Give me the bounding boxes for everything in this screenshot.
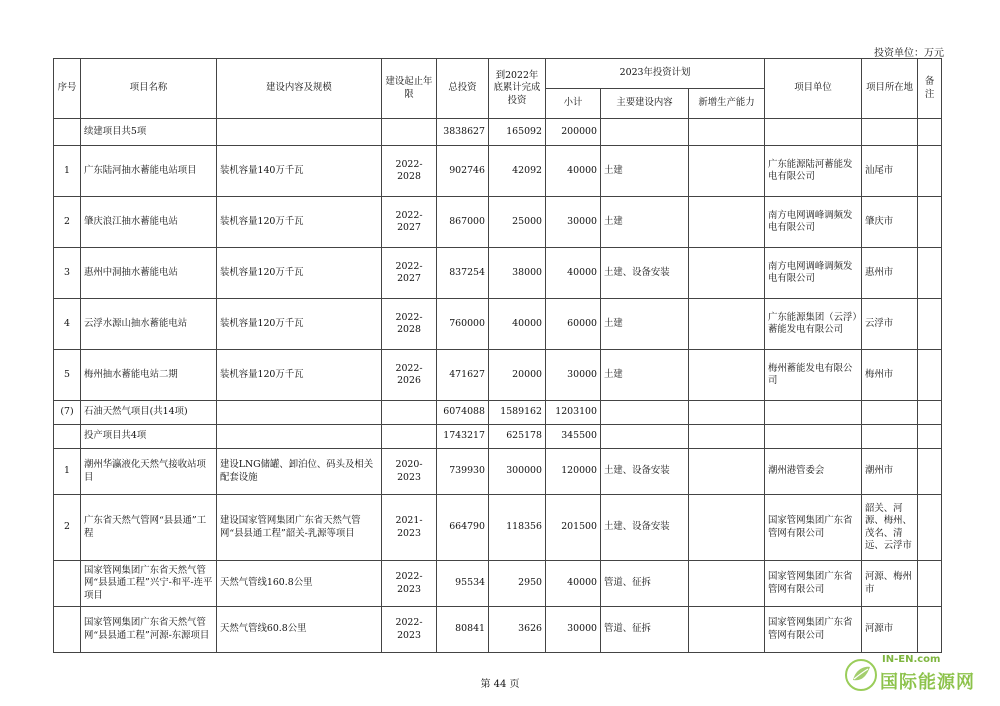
cell-seq: 1 <box>54 449 81 495</box>
cell-remark <box>918 350 942 401</box>
page-number: 第 44 页 <box>480 679 520 690</box>
cell-total: 6074088 <box>437 401 489 425</box>
cell-total: 739930 <box>437 449 489 495</box>
cell-cumulative: 625178 <box>489 425 546 449</box>
cell-location: 汕尾市 <box>862 146 918 197</box>
cell-period: 2022-2026 <box>382 350 437 401</box>
cell-location <box>862 425 918 449</box>
header-period: 建设起止年限 <box>382 59 437 119</box>
header-subtotal: 小计 <box>546 89 601 119</box>
cell-total: 902746 <box>437 146 489 197</box>
cell-cumulative: 20000 <box>489 350 546 401</box>
cell-location: 肇庆市 <box>862 197 918 248</box>
cell-seq: 2 <box>54 495 81 561</box>
cell-main-content <box>601 401 689 425</box>
cell-name: 投产项目共4项 <box>81 425 217 449</box>
table-row <box>54 119 942 146</box>
cell-location: 云浮市 <box>862 299 918 350</box>
cell-content: 天然气管线160.8公里 <box>217 561 382 607</box>
header-remark: 备注 <box>918 59 942 119</box>
cell-seq: 5 <box>54 350 81 401</box>
cell-cumulative: 3626 <box>489 607 546 653</box>
cell-new-capacity <box>689 401 765 425</box>
cell-cumulative: 165092 <box>489 119 546 146</box>
cell-cumulative: 300000 <box>489 449 546 495</box>
cell-unit: 南方电网调峰调频发电有限公司 <box>765 248 862 299</box>
header-new-capacity: 新增生产能力 <box>689 89 765 119</box>
cell-location: 河源、梅州市 <box>862 561 918 607</box>
cell-remark <box>918 495 942 561</box>
table-row <box>54 449 942 495</box>
cell-remark <box>918 607 942 653</box>
cell-remark <box>918 197 942 248</box>
cell-total: 1743217 <box>437 425 489 449</box>
cell-cumulative: 38000 <box>489 248 546 299</box>
cell-period: 2020-2023 <box>382 449 437 495</box>
cell-cumulative: 25000 <box>489 197 546 248</box>
cell-main-content: 管道、征拆 <box>601 607 689 653</box>
cell-location: 惠州市 <box>862 248 918 299</box>
cell-remark <box>918 146 942 197</box>
cell-name: 国家管网集团广东省天然气管网“县县通工程”兴宁-和平-连平项目 <box>81 561 217 607</box>
cell-subtotal: 40000 <box>546 146 601 197</box>
table-row <box>54 146 942 197</box>
header-main-content: 主要建设内容 <box>601 89 689 119</box>
cell-seq: 1 <box>54 146 81 197</box>
cell-location: 梅州市 <box>862 350 918 401</box>
cell-content <box>217 425 382 449</box>
header-location: 项目所在地 <box>862 59 918 119</box>
cell-subtotal: 201500 <box>546 495 601 561</box>
cell-subtotal: 60000 <box>546 299 601 350</box>
cell-main-content: 土建 <box>601 350 689 401</box>
table-row <box>54 197 942 248</box>
cell-content: 装机容量120万千瓦 <box>217 248 382 299</box>
cell-main-content: 土建、设备安装 <box>601 495 689 561</box>
watermark-logo <box>844 652 994 698</box>
cell-new-capacity <box>689 350 765 401</box>
cell-period: 2021-2023 <box>382 495 437 561</box>
cell-content <box>217 119 382 146</box>
cell-remark <box>918 425 942 449</box>
cell-subtotal: 30000 <box>546 350 601 401</box>
cell-total: 95534 <box>437 561 489 607</box>
cell-seq: (7) <box>54 401 81 425</box>
cell-content: 建设国家管网集团广东省天然气管网“县县通工程”韶关-乳源等项目 <box>217 495 382 561</box>
cell-location: 韶关、河源、梅州、茂名、清远、云浮市 <box>862 495 918 561</box>
cell-cumulative: 1589162 <box>489 401 546 425</box>
cell-period: 2022-2027 <box>382 248 437 299</box>
cell-location <box>862 401 918 425</box>
cell-unit: 国家管网集团广东省管网有限公司 <box>765 561 862 607</box>
header-plan-2023: 2023年投资计划 <box>546 59 765 89</box>
cell-subtotal: 30000 <box>546 197 601 248</box>
cell-total: 3838627 <box>437 119 489 146</box>
cell-total: 867000 <box>437 197 489 248</box>
cell-name: 石油天然气项目(共14项) <box>81 401 217 425</box>
cell-content <box>217 401 382 425</box>
cell-period: 2022-2028 <box>382 299 437 350</box>
investment-plan-table <box>53 58 942 653</box>
watermark-cn: 国际能源网 <box>880 672 975 693</box>
cell-name: 云浮水源山抽水蓄能电站 <box>81 299 217 350</box>
cell-seq <box>54 607 81 653</box>
cell-remark <box>918 561 942 607</box>
table-row <box>54 607 942 653</box>
cell-subtotal: 30000 <box>546 607 601 653</box>
cell-content: 装机容量120万千瓦 <box>217 197 382 248</box>
cell-new-capacity <box>689 146 765 197</box>
cell-period <box>382 401 437 425</box>
cell-remark <box>918 248 942 299</box>
cell-period <box>382 119 437 146</box>
cell-main-content: 土建、设备安装 <box>601 449 689 495</box>
cell-unit: 广东能源陆河蓄能发电有限公司 <box>765 146 862 197</box>
cell-remark <box>918 119 942 146</box>
cell-main-content: 土建、设备安装 <box>601 248 689 299</box>
cell-main-content: 土建 <box>601 197 689 248</box>
cell-main-content <box>601 425 689 449</box>
cell-subtotal: 200000 <box>546 119 601 146</box>
cell-cumulative: 2950 <box>489 561 546 607</box>
cell-name: 梅州抽水蓄能电站二期 <box>81 350 217 401</box>
cell-location: 潮州市 <box>862 449 918 495</box>
cell-cumulative: 118356 <box>489 495 546 561</box>
table-row <box>54 561 942 607</box>
table-row <box>54 495 942 561</box>
cell-subtotal: 40000 <box>546 248 601 299</box>
cell-new-capacity <box>689 119 765 146</box>
cell-unit: 国家管网集团广东省管网有限公司 <box>765 495 862 561</box>
cell-name: 续建项目共5项 <box>81 119 217 146</box>
cell-name: 惠州中洞抽水蓄能电站 <box>81 248 217 299</box>
cell-subtotal: 345500 <box>546 425 601 449</box>
cell-period: 2022-2023 <box>382 607 437 653</box>
cell-new-capacity <box>689 248 765 299</box>
header-total: 总投资 <box>437 59 489 119</box>
cell-name: 广东省天然气管网“县县通”工程 <box>81 495 217 561</box>
header-name: 项目名称 <box>81 59 217 119</box>
cell-seq <box>54 561 81 607</box>
table-row <box>54 299 942 350</box>
cell-subtotal: 1203100 <box>546 401 601 425</box>
cell-unit <box>765 119 862 146</box>
cell-unit: 广东能源集团（云浮）蓄能发电有限公司 <box>765 299 862 350</box>
cell-seq: 2 <box>54 197 81 248</box>
cell-total: 471627 <box>437 350 489 401</box>
cell-period <box>382 425 437 449</box>
cell-cumulative: 42092 <box>489 146 546 197</box>
cell-period: 2022-2027 <box>382 197 437 248</box>
cell-unit <box>765 401 862 425</box>
cell-location: 河源市 <box>862 607 918 653</box>
cell-total: 760000 <box>437 299 489 350</box>
table-row <box>54 425 942 449</box>
cell-seq <box>54 425 81 449</box>
cell-total: 80841 <box>437 607 489 653</box>
leaf-logo-icon <box>844 658 878 692</box>
cell-new-capacity <box>689 607 765 653</box>
cell-new-capacity <box>689 197 765 248</box>
header-cumulative: 到2022年底累计完成投资 <box>489 59 546 119</box>
cell-name: 广东陆河抽水蓄能电站项目 <box>81 146 217 197</box>
cell-new-capacity <box>689 449 765 495</box>
cell-subtotal: 40000 <box>546 561 601 607</box>
cell-location <box>862 119 918 146</box>
table-row <box>54 401 942 425</box>
cell-remark <box>918 401 942 425</box>
watermark-en: IN-EN.com <box>882 654 941 665</box>
cell-seq <box>54 119 81 146</box>
cell-new-capacity <box>689 425 765 449</box>
cell-unit <box>765 425 862 449</box>
cell-content: 天然气管线60.8公里 <box>217 607 382 653</box>
cell-seq: 3 <box>54 248 81 299</box>
cell-unit: 梅州蓄能发电有限公司 <box>765 350 862 401</box>
cell-new-capacity <box>689 495 765 561</box>
cell-cumulative: 40000 <box>489 299 546 350</box>
cell-unit: 国家管网集团广东省管网有限公司 <box>765 607 862 653</box>
table-row <box>54 248 942 299</box>
cell-new-capacity <box>689 299 765 350</box>
header-seq: 序号 <box>54 59 81 119</box>
cell-remark <box>918 449 942 495</box>
cell-period: 2022-2028 <box>382 146 437 197</box>
investment-unit-label: 投资单位：万元 <box>874 48 944 59</box>
cell-unit: 潮州港管委会 <box>765 449 862 495</box>
header-unit: 项目单位 <box>765 59 862 119</box>
cell-main-content: 管道、征拆 <box>601 561 689 607</box>
cell-unit: 南方电网调峰调频发电有限公司 <box>765 197 862 248</box>
table-row <box>54 350 942 401</box>
cell-new-capacity <box>689 561 765 607</box>
cell-seq: 4 <box>54 299 81 350</box>
cell-content: 装机容量140万千瓦 <box>217 146 382 197</box>
cell-remark <box>918 299 942 350</box>
cell-name: 潮州华瀛液化天然气接收站项目 <box>81 449 217 495</box>
header-content: 建设内容及规模 <box>217 59 382 119</box>
cell-main-content: 土建 <box>601 299 689 350</box>
cell-name: 肇庆浪江抽水蓄能电站 <box>81 197 217 248</box>
cell-content: 建设LNG储罐、卸泊位、码头及相关配套设施 <box>217 449 382 495</box>
cell-name: 国家管网集团广东省天然气管网“县县通工程”河源-东源项目 <box>81 607 217 653</box>
cell-content: 装机容量120万千瓦 <box>217 350 382 401</box>
cell-total: 664790 <box>437 495 489 561</box>
cell-subtotal: 120000 <box>546 449 601 495</box>
cell-main-content <box>601 119 689 146</box>
cell-period: 2022-2023 <box>382 561 437 607</box>
cell-main-content: 土建 <box>601 146 689 197</box>
cell-content: 装机容量120万千瓦 <box>217 299 382 350</box>
cell-total: 837254 <box>437 248 489 299</box>
